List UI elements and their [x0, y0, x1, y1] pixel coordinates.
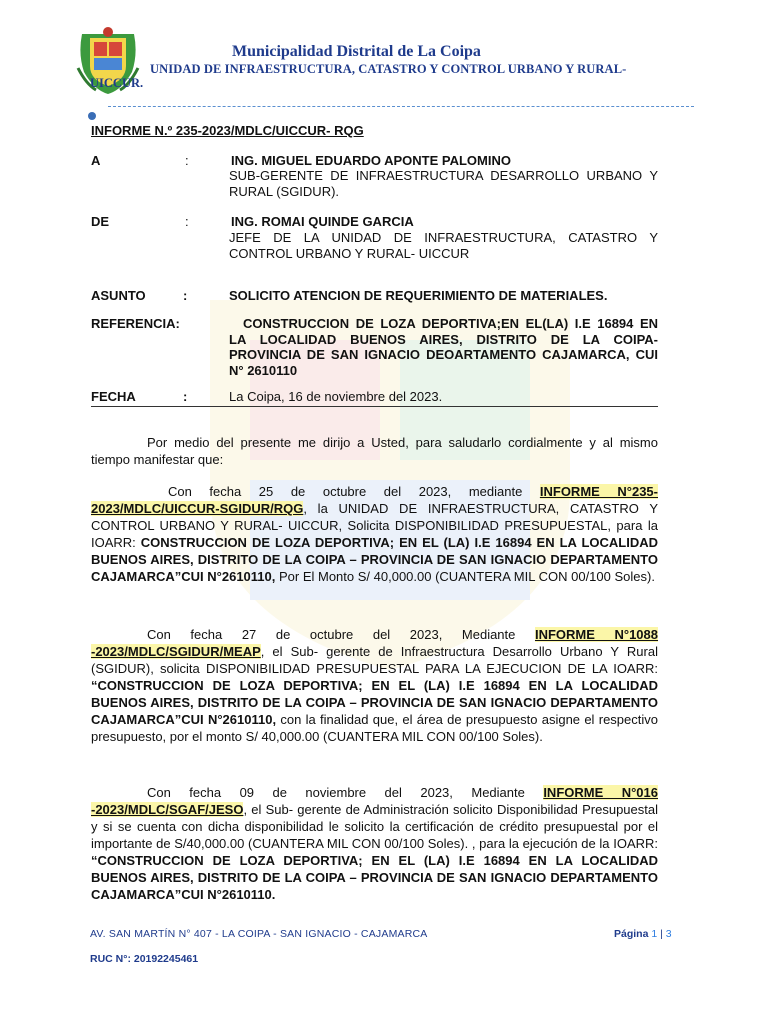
municipality-title: Municipalidad Distrital de La Coipa: [232, 43, 481, 60]
paragraph-2-project: “CONSTRUCCION DE LOZA DEPORTIVA; EN EL (LA) I.E 16894 EN LA LOCALIDAD BUENOS AIRES, DISTRITO DE LA COIPA – PROVINCIA DE SAN IGNACIO DEPARTAMENTO CAJAMARCA”CUI N°2610110,: [91, 678, 658, 727]
footer-ruc: RUC N°: 20192245461: [90, 953, 199, 965]
paragraph-2-amount: con la finalidad que, el área de presupuesto asigne el respectivo presupuesto, por el monto S/ 40,000.00 (CUANTERA MIL CON 00/100 Soles).: [91, 712, 658, 744]
footer-page-total: 3: [665, 928, 672, 940]
to-colon: :: [185, 153, 189, 168]
paragraph-intro: Por medio del presente me dirijo a Usted, para saludarlo cordialmente y al mismo tiempo manifestar que:: [91, 435, 658, 467]
paragraph-2: [91, 626, 658, 745]
unit-subtitle: UNIDAD DE INFRAESTRUCTURA, CATASTRO Y CONTROL URBANO Y RURAL-: [150, 62, 627, 76]
heading-divider: [91, 406, 658, 407]
footer-page-sep: |: [657, 928, 666, 940]
footer-address: AV. SAN MARTÍN N° 407 - LA COIPA - SAN IGNACIO - CAJAMARCA: [90, 928, 428, 940]
paragraph-1: [91, 483, 658, 585]
from-label: DE: [91, 214, 110, 229]
report-number: INFORME N.º 235-2023/MDLC/UICCUR- RQG: [91, 123, 364, 138]
paragraph-1-amount: Por El Monto S/ 40,000.00 (CUANTERA MIL CON 00/100 Soles).: [275, 569, 655, 584]
paragraph-3-reference: INFORME N°016 -2023/MDLC/SGAF/JESO: [91, 785, 658, 817]
paragraph-2-text-cont: , el Sub- gerente de Infraestructura Desarrollo Urbano Y Rural (SGIDUR), solicita DISPONIBILIDAD PRESUPUESTAL PARA LA EJECUCION DE LA IOARR:: [91, 644, 658, 676]
date-colon: :: [183, 389, 188, 404]
paragraph-2-text: Con fecha 27 de octubre del 2023, Mediante: [147, 627, 535, 642]
paragraph-2-reference: INFORME N°1088 -2023/MDLC/SGIDUR/MEAP: [91, 627, 659, 659]
footer-page-indicator: [614, 928, 672, 940]
from-name: ING. ROMAI QUINDE GARCIA: [231, 214, 414, 229]
subject-text: SOLICITO ATENCION DE REQUERIMIENTO DE MATERIALES.: [229, 288, 608, 303]
paragraph-3-project: “CONSTRUCCION DE LOZA DEPORTIVA; EN EL (LA) I.E 16894 EN LA LOCALIDAD BUENOS AIRES, DISTRITO DE LA COIPA – PROVINCIA DE SAN IGNACIO DEPARTAMENTO CAJAMARCA”CUI N°2610110.: [91, 853, 658, 902]
header-divider: [108, 106, 694, 107]
to-position: SUB-GERENTE DE INFRAESTRUCTURA DESARROLLO URBANO Y RURAL (SGIDUR).: [229, 168, 658, 199]
paragraph-3: [91, 784, 658, 903]
paragraph-1-reference: INFORME N°235-2023/MDLC/UICCUR-SGIDUR/RQG: [91, 484, 658, 516]
to-name: ING. MIGUEL EDUARDO APONTE PALOMINO: [231, 153, 511, 168]
unit-subtitle-cont: UICCUR.: [90, 76, 144, 90]
reference-text: CONSTRUCCION DE LOZA DEPORTIVA;EN EL(LA) I.E 16894 EN LA LOCALIDAD BUENOS AIRES, DISTRITO DE LA COIPA-PROVINCIA DE SAN IGNACIO DEOARTAMENTO CAJAMARCA, CUI N° 2610110: [229, 316, 658, 378]
paragraph-1-project: CONSTRUCCION DE LOZA DEPORTIVA; EN EL (LA) I.E 16894 EN LA LOCALIDAD BUENOS AIRES, DISTRITO DE LA COIPA – PROVINCIA DE SAN IGNACIO DEPARTAMENTO CAJAMARCA”CUI N°2610110,: [91, 535, 658, 584]
date-label: FECHA: [91, 389, 136, 404]
from-colon: :: [185, 214, 189, 229]
reference-label: REFERENCIA:: [91, 316, 180, 331]
subject-colon: :: [183, 288, 188, 303]
from-position: JEFE DE LA UNIDAD DE INFRAESTRUCTURA, CATASTRO Y CONTROL URBANO Y RURAL- UICCUR: [229, 230, 658, 261]
paragraph-1-text-cont: , la UNIDAD DE INFRAESTRUCTURA, CATASTRO Y CONTROL URBANO Y RURAL- UICCUR, Solicita DISPONIBILIDAD PRESUPUESTAL, para la IOARR:: [91, 501, 658, 550]
footer-page-current: 1: [651, 928, 658, 940]
to-label: A: [91, 153, 101, 168]
bullet-dot-icon: [88, 112, 96, 120]
subject-label: ASUNTO: [91, 288, 146, 303]
paragraph-3-text: Con fecha 09 de noviembre del 2023, Mediante: [147, 785, 544, 800]
paragraph-3-text-cont: , el Sub- gerente de Administración solicito Disponibilidad Presupuestal y si se cuenta con dicha disponibilidad le solicito la certificación de crédito presupuestal por el importante de S/40,000.00 (CUANTERA MIL CON 00/100 Soles). , para la ejecución de la IOARR:: [91, 802, 658, 851]
paragraph-1-text: Con fecha 25 de octubre del 2023, mediante: [168, 484, 540, 499]
footer-page-label: Página: [614, 928, 649, 940]
date-text: La Coipa, 16 de noviembre del 2023.: [229, 389, 443, 404]
